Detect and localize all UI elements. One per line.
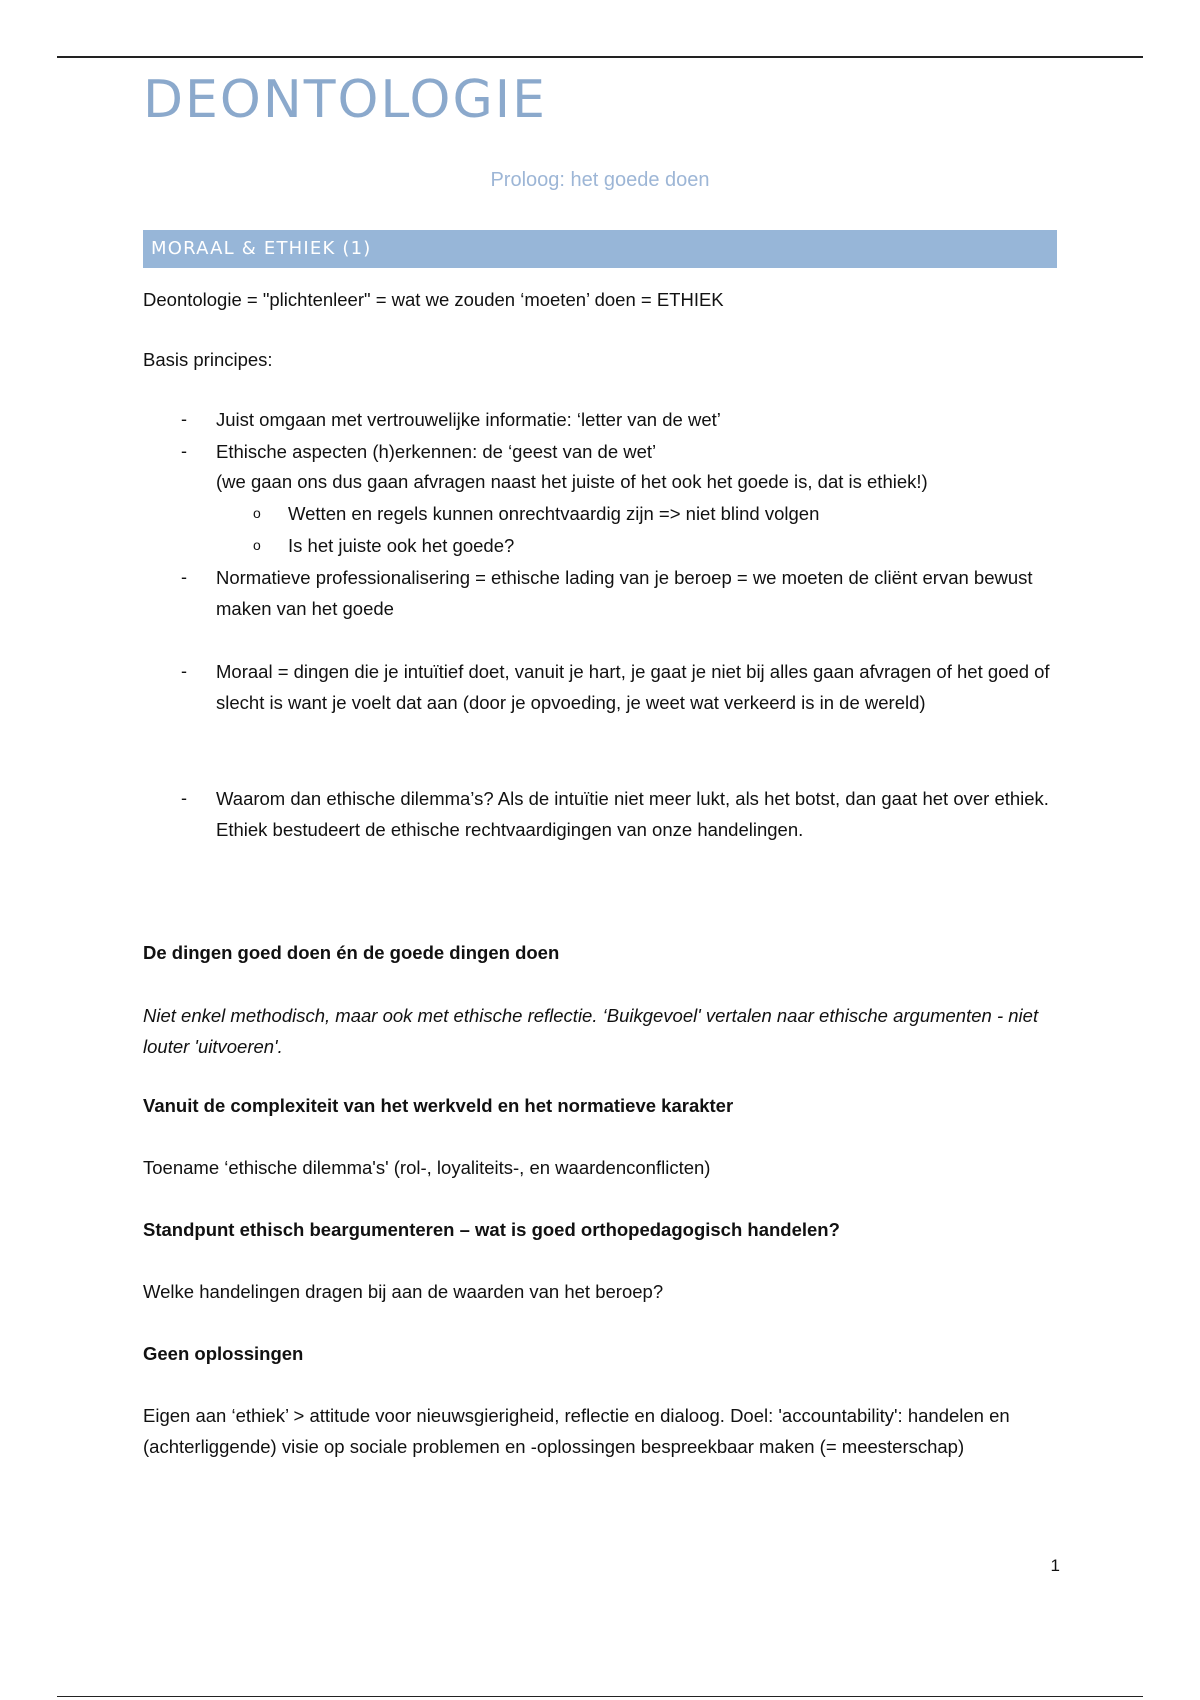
bullet-marker: -	[181, 441, 187, 461]
document-title: DEONTOLOGIE	[143, 70, 547, 130]
sub-item-juiste-goede: Is het juiste ook het goede?	[288, 535, 515, 556]
bullet-marker: -	[181, 661, 187, 681]
bullet-item-ethische-dilemmas: Waarom dan ethische dilemma’s? Als de intuïtie niet meer lukt, als het botst, dan gaat het over ethiek. Ethiek bestudeert de ethische rechtvaardigingen van onze handelingen.	[216, 788, 1049, 840]
bullet-marker: -	[181, 409, 187, 429]
bullet-item-geest-van-de-wet-continued: (we gaan ons dus gaan afvragen naast het juiste of het ook het goede is, dat is ethiek!)	[216, 471, 928, 492]
bullet-marker: -	[181, 788, 187, 808]
sub-bullet-marker: o	[253, 505, 261, 521]
paragraph-welke-handelingen: Welke handelingen dragen bij aan de waarden van het beroep?	[143, 1281, 664, 1302]
top-border-rule	[57, 56, 1143, 58]
bottom-border-rule	[57, 1696, 1143, 1697]
basis-principles-label: Basis principes:	[143, 349, 273, 370]
bullet-item-normatieve-professionalisering: Normatieve professionalisering = ethische lading van je beroep = we moeten de cliënt ervan bewust maken van het goede	[216, 567, 1033, 619]
italic-paragraph-ethische-reflectie: Niet enkel methodisch, maar ook met ethische reflectie. ‘Buikgevoel' vertalen naar ethische argumenten - niet louter 'uitvoeren'.	[143, 1005, 1039, 1057]
sub-item-wetten-en-regels: Wetten en regels kunnen onrechtvaardig zijn => niet blind volgen	[288, 503, 820, 524]
bullet-marker: -	[181, 567, 187, 587]
heading-goede-dingen-doen: De dingen goed doen én de goede dingen doen	[143, 942, 560, 963]
bullet-item-moraal: Moraal = dingen die je intuïtief doet, vanuit je hart, je gaat je niet bij alles gaan afvragen of het goed of slecht is want je voelt dat aan (door je opvoeding, je weet wat verkeerd is in de wereld)	[216, 661, 1050, 713]
paragraph-toename-dilemmas: Toename ‘ethische dilemma's' (rol-, loyaliteits-, en waardenconflicten)	[143, 1157, 711, 1178]
heading-geen-oplossingen: Geen oplossingen	[143, 1343, 304, 1364]
bullet-item-geest-van-de-wet: Ethische aspecten (h)erkennen: de ‘geest van de wet’	[216, 441, 657, 462]
bullet-item-letter-van-de-wet: Juist omgaan met vertrouwelijke informatie: ‘letter van de wet’	[216, 409, 721, 430]
sub-bullet-marker: o	[253, 537, 261, 553]
heading-complexiteit-werkveld: Vanuit de complexiteit van het werkveld en het normatieve karakter	[143, 1095, 734, 1116]
intro-line: Deontologie = "plichtenleer" = wat we zouden ‘moeten’ doen = ETHIEK	[143, 289, 724, 310]
heading-standpunt-ethisch: Standpunt ethisch beargumenteren – wat is goed orthopedagogisch handelen?	[143, 1219, 840, 1240]
page-number: 1	[1050, 1556, 1060, 1575]
document-subtitle: Proloog: het goede doen	[490, 169, 710, 191]
section-heading-bar: MORAAL & ETHIEK (1)	[143, 230, 1057, 268]
paragraph-eigen-aan-ethiek: Eigen aan ‘ethiek’ > attitude voor nieuwsgierigheid, reflectie en dialoog. Doel: 'accountability': handelen en (achterliggende) visie op sociale problemen en -oplossingen bespreekbaar maken (= meesterschap)	[143, 1405, 1010, 1457]
